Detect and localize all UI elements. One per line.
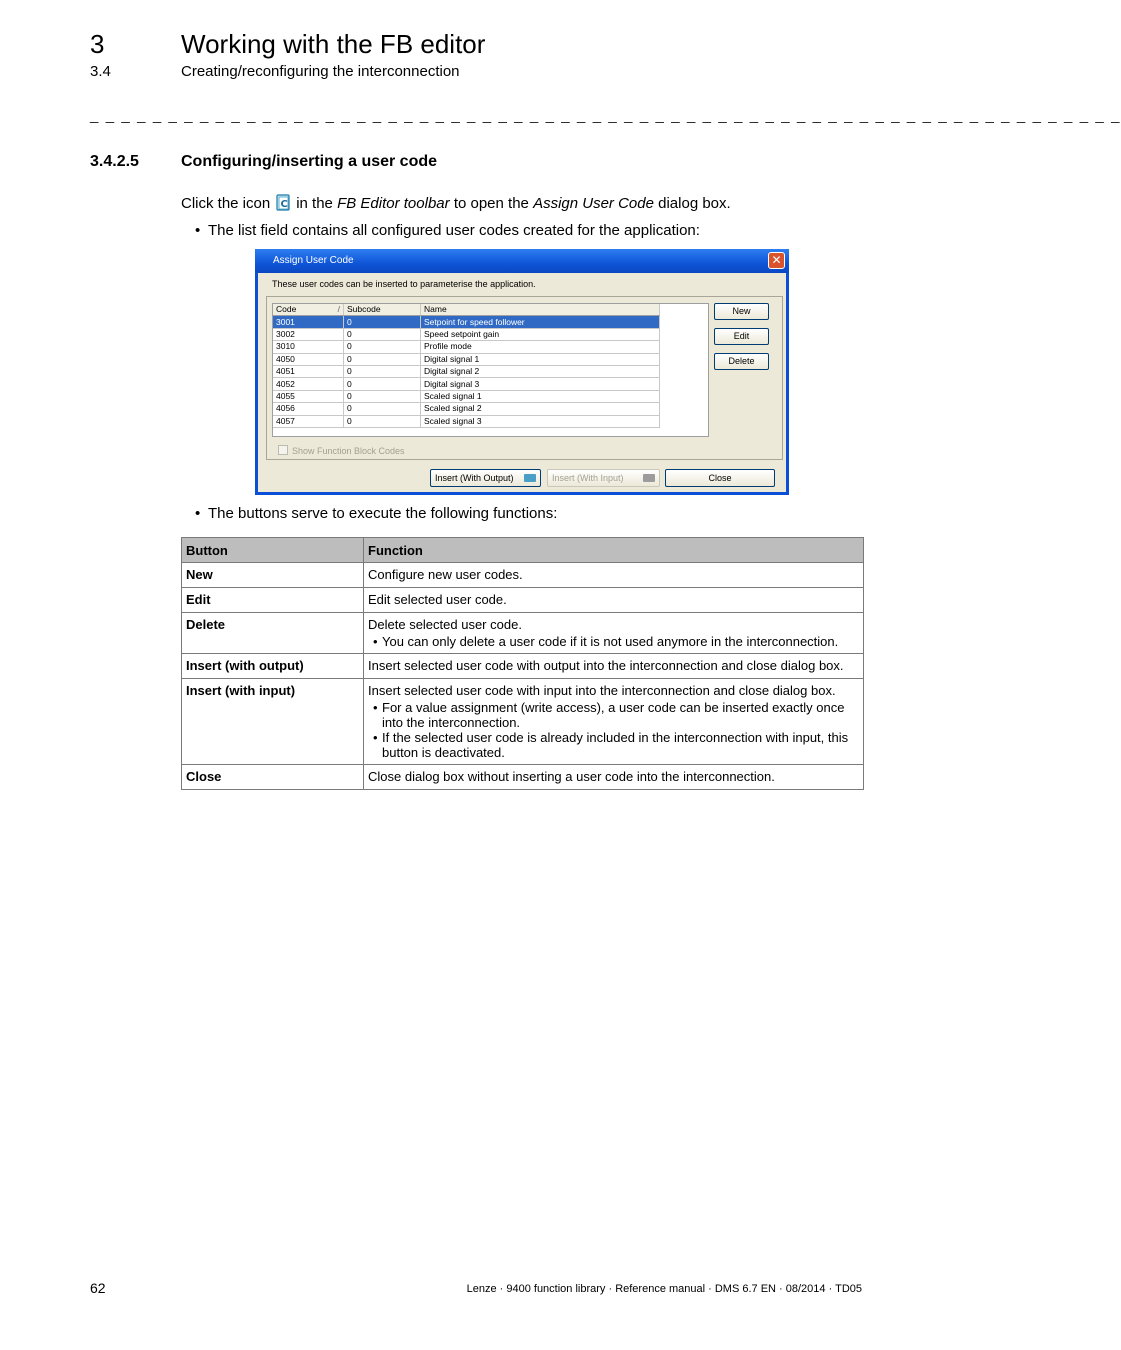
table-row[interactable]: 4056 0 Scaled signal 2 [273,403,660,415]
intro-text-1: Click the icon [181,195,271,212]
row-function [364,613,864,654]
table-row[interactable]: 4052 0 Digital signal 3 [273,378,660,390]
footer-text: Lenze · 9400 function library · Reference manual · DMS 6.7 EN · 08/2014 · TD05 [466,1283,862,1295]
subsection-number: 3.4.2.5 [90,153,139,170]
user-code-icon [274,194,292,212]
note-item: • You can only delete a user code if it is not used anymore in the interconnection. [382,634,859,649]
output-connector-icon [524,474,536,482]
note-item: • For a value assignment (write access), a user code can be inserted exactly once into the interconnection. [382,700,859,730]
page-number: 62 [90,1280,106,1296]
function-text: Insert selected user code with input into the interconnection and close dialog box. [368,683,836,698]
row-button: New [182,563,364,588]
bullet-buttons [195,504,557,524]
note-list [368,700,859,760]
header-function: Function [364,538,864,563]
close-button[interactable]: Close [665,469,775,487]
close-icon[interactable]: ✕ [768,252,785,269]
insert-with-output-button[interactable] [430,469,541,487]
bullet-list-field [195,221,700,241]
row-function: Configure new user codes. [364,563,864,588]
intro-text-2: in the [296,195,333,212]
table-row [182,679,864,765]
table-row [182,765,864,790]
toolbar-name: FB Editor toolbar [337,195,450,212]
bullet-marker: • [195,505,201,522]
checkbox-label: Show Function Block Codes [292,446,405,456]
header-rule: _ _ _ _ _ _ _ _ _ _ _ _ _ _ _ _ _ _ _ _ _ _ _ _ _ _ _ _ _ _ _ _ _ _ _ _ _ _ _ _ _ _ _ _ _ _ _ _ _ _ _ _ _ _ _ _ _ _ _ _ _ _ _ _ _ _ [90,107,1121,124]
section-title: Creating/reconfiguring the interconnection [181,63,460,80]
table-row[interactable]: 3002 0 Speed setpoint gain [273,328,660,340]
insert-with-output-label: Insert (With Output) [435,473,514,483]
dialog-title: Assign User Code [273,255,354,266]
chapter-number: 3 [90,29,105,59]
row-function: Close dialog box without inserting a user code into the interconnection. [364,765,864,790]
dialog-message: These user codes can be inserted to parameterise the application. [272,279,536,289]
table-row[interactable]: 3001 0 Setpoint for speed follower [273,316,660,328]
dialog-body [258,273,786,492]
section-number: 3.4 [90,63,111,80]
intro-text-4: dialog box. [658,195,731,212]
column-subcode[interactable]: Subcode [344,304,421,316]
table-header-row [273,304,660,316]
delete-button[interactable]: Delete [714,353,769,370]
header-button: Button [182,538,364,563]
row-function: Edit selected user code. [364,588,864,613]
assign-user-code-dialog [255,249,789,495]
chapter-title: Working with the FB editor [181,29,486,59]
insert-with-input-button [547,469,660,487]
row-button: Close [182,765,364,790]
table-row[interactable]: 3010 0 Profile mode [273,341,660,353]
table-row [182,563,864,588]
dialog-name: Assign User Code [533,195,654,212]
intro-text-3: to open the [453,195,529,212]
table-row [182,654,864,679]
row-button: Insert (with input) [182,679,364,765]
column-code[interactable]: Code / [273,304,344,316]
input-connector-icon [643,474,655,482]
subsection-title: Configuring/inserting a user code [181,153,438,170]
svg-text:C: C [280,199,289,210]
new-button[interactable]: New [714,303,769,320]
table-row[interactable]: 4057 0 Scaled signal 3 [273,415,660,427]
table-row [182,613,864,654]
row-button: Edit [182,588,364,613]
row-function [364,679,864,765]
intro-paragraph [181,194,731,214]
column-name[interactable]: Name [421,304,660,316]
function-text: Delete selected user code. [368,617,522,632]
bullet-text: The buttons serve to execute the following functions: [208,505,558,522]
row-function: Insert selected user code with output into the interconnection and close dialog box. [364,654,864,679]
bullet-marker: • [195,222,201,239]
row-button: Delete [182,613,364,654]
insert-with-input-label: Insert (With Input) [552,473,624,483]
row-button: Insert (with output) [182,654,364,679]
table-row[interactable]: 4051 0 Digital signal 2 [273,365,660,377]
table-row[interactable]: 4050 0 Digital signal 1 [273,353,660,365]
show-fb-codes-checkbox[interactable] [278,445,405,456]
button-function-table [181,537,864,790]
edit-button[interactable]: Edit [714,328,769,345]
checkbox-box[interactable] [278,445,288,455]
note-item: • If the selected user code is already included in the interconnection with input, this button is deactivated. [382,730,859,760]
table-row[interactable]: 4055 0 Scaled signal 1 [273,390,660,402]
note-list [368,634,859,649]
table-row [182,588,864,613]
dialog-titlebar [255,249,789,273]
user-code-list[interactable] [272,303,709,437]
table-header-row [182,538,864,563]
bullet-text: The list field contains all configured user codes created for the application: [208,222,700,239]
user-code-table [273,304,660,428]
